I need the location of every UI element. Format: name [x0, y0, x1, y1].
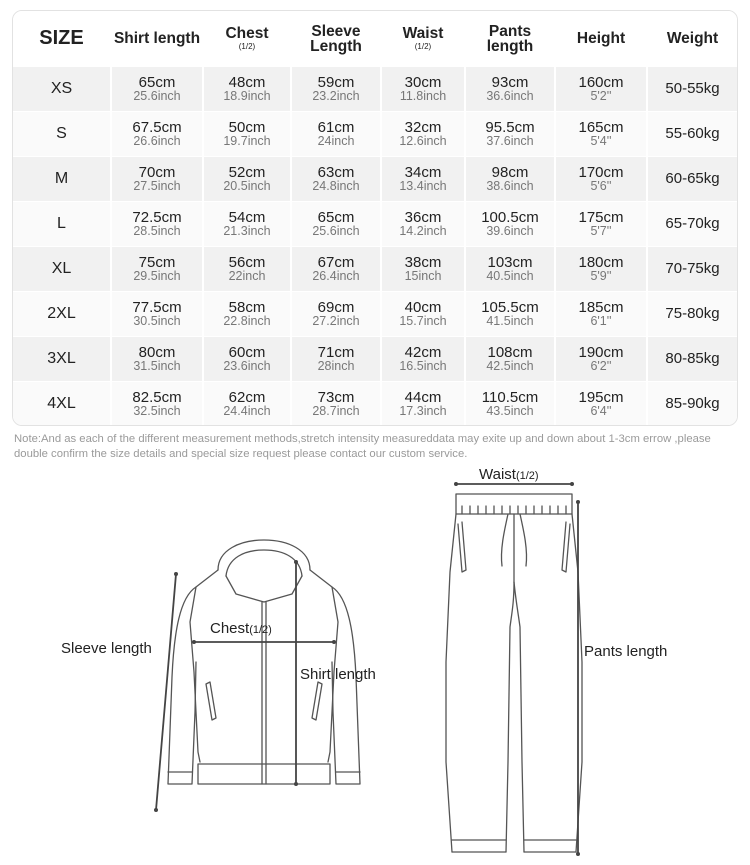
pants-imperial-value: 42.5inch — [486, 359, 534, 373]
size-cell — [13, 382, 111, 427]
table-row — [13, 292, 737, 337]
shirt-cell — [111, 202, 203, 247]
height-imperial-value: 6'1'' — [590, 314, 612, 328]
size-label: 4XL — [47, 395, 76, 412]
pants-drawing — [446, 494, 582, 852]
table-header-row — [13, 11, 737, 67]
sleeve-length-label: Sleeve length — [61, 640, 152, 657]
pants-length-label: Pants length — [584, 643, 668, 660]
pants-cell — [465, 337, 555, 382]
table-row — [13, 202, 737, 247]
height-cm-value: 180cm — [578, 254, 624, 271]
chest-cm-value: 58cm — [228, 299, 266, 316]
sleeve-imperial-value: 24.8inch — [312, 179, 360, 193]
sleeve-cm-value: 73cm — [317, 389, 355, 406]
pants-imperial-value: 43.5inch — [486, 404, 534, 418]
chest-imperial-value: 21.3inch — [223, 224, 271, 238]
size-label: M — [54, 170, 69, 187]
column-header-label: Sleeve Length — [310, 22, 362, 55]
waist-cell — [381, 157, 465, 202]
waist-cm-value: 34cm — [404, 164, 442, 181]
sleeve-imperial-value: 24inch — [317, 134, 355, 148]
table-row — [13, 247, 737, 292]
weight-cell — [647, 202, 737, 247]
column-header-label: Waist — [402, 25, 444, 42]
pants-imperial-value: 38.6inch — [486, 179, 534, 193]
sleeve-imperial-value: 28.7inch — [312, 404, 360, 418]
size-chart-card — [12, 10, 738, 426]
size-label: XL — [51, 260, 72, 277]
shirt-cm-value: 80cm — [138, 344, 176, 361]
pants-imperial-value: 36.6inch — [486, 89, 534, 103]
height-imperial-value: 6'4'' — [590, 404, 612, 418]
height-cell — [555, 67, 647, 112]
weight-cell — [647, 112, 737, 157]
pants-cm-value: 105.5cm — [481, 299, 539, 316]
garment-illustration — [0, 462, 750, 865]
height-imperial-value: 5'6'' — [590, 179, 612, 193]
waist-cell — [381, 112, 465, 157]
waist-label-text: Waist — [479, 466, 516, 483]
chest-cell — [203, 337, 291, 382]
sleeve-cm-value: 63cm — [317, 164, 355, 181]
chest-cm-value: 62cm — [228, 389, 266, 406]
chest-cm-value: 48cm — [228, 74, 266, 91]
waist-cm-value: 38cm — [404, 254, 442, 271]
height-imperial-value: 5'9'' — [590, 269, 612, 283]
sleeve-cell — [291, 202, 381, 247]
chest-cell — [203, 157, 291, 202]
shirt-imperial-value: 29.5inch — [133, 269, 181, 283]
shirt-cm-value: 75cm — [138, 254, 176, 271]
sleeve-cell — [291, 337, 381, 382]
pants-imperial-value: 41.5inch — [486, 314, 534, 328]
weight-cell — [647, 247, 737, 292]
chest-cell — [203, 67, 291, 112]
chest-cm-value: 56cm — [228, 254, 266, 271]
waist-cm-value: 40cm — [404, 299, 442, 316]
sleeve-imperial-value: 25.6inch — [312, 224, 360, 238]
waist-cell — [381, 382, 465, 427]
height-imperial-value: 5'2'' — [590, 89, 612, 103]
waist-cell — [381, 337, 465, 382]
weight-cell — [647, 337, 737, 382]
weight-value: 85-90kg — [665, 395, 720, 412]
pants-imperial-value: 39.6inch — [486, 224, 534, 238]
sleeve-cell — [291, 112, 381, 157]
chest-imperial-value: 22inch — [228, 269, 266, 283]
sleeve-imperial-value: 23.2inch — [312, 89, 360, 103]
shirt-cm-value: 72.5cm — [132, 209, 182, 226]
table-row — [13, 157, 737, 202]
column-header — [647, 11, 737, 67]
shirt-cell — [111, 112, 203, 157]
sleeve-cm-value: 71cm — [317, 344, 355, 361]
shirt-cm-value: 65cm — [138, 74, 176, 91]
shirt-imperial-value: 27.5inch — [133, 179, 181, 193]
shirt-imperial-value: 30.5inch — [133, 314, 181, 328]
size-cell — [13, 337, 111, 382]
sleeve-cm-value: 65cm — [317, 209, 355, 226]
table-row — [13, 112, 737, 157]
column-header-label: Height — [576, 30, 626, 47]
chest-label — [210, 620, 272, 637]
pants-cm-value: 93cm — [491, 74, 529, 91]
chest-label-sub: (1/2) — [249, 624, 272, 636]
weight-value: 75-80kg — [665, 305, 720, 322]
pants-cm-value: 108cm — [487, 344, 533, 361]
height-imperial-value: 6'2'' — [590, 359, 612, 373]
shirt-length-label: Shirt length — [300, 666, 376, 683]
jacket-drawing — [168, 540, 360, 784]
pants-cell — [465, 382, 555, 427]
pants-cell — [465, 292, 555, 337]
column-header — [203, 11, 291, 67]
waist-cell — [381, 292, 465, 337]
shirt-cell — [111, 247, 203, 292]
sleeve-imperial-value: 27.2inch — [312, 314, 360, 328]
column-header — [291, 11, 381, 67]
size-cell — [13, 292, 111, 337]
height-cell — [555, 382, 647, 427]
waist-label — [479, 466, 539, 483]
column-header-label: SIZE — [39, 27, 84, 49]
sleeve-cm-value: 67cm — [317, 254, 355, 271]
height-cm-value: 185cm — [578, 299, 624, 316]
waist-imperial-value: 16.5inch — [399, 359, 447, 373]
shirt-imperial-value: 31.5inch — [133, 359, 181, 373]
height-cm-value: 190cm — [578, 344, 624, 361]
column-header-sub: (1/2) — [238, 42, 256, 51]
weight-value: 60-65kg — [665, 170, 720, 187]
sleeve-cell — [291, 157, 381, 202]
size-cell — [13, 247, 111, 292]
sleeve-cell — [291, 292, 381, 337]
pants-cell — [465, 67, 555, 112]
size-cell — [13, 202, 111, 247]
shirt-imperial-value: 26.6inch — [133, 134, 181, 148]
waist-cm-value: 36cm — [404, 209, 442, 226]
column-header-label: Pants length — [486, 22, 534, 55]
chest-imperial-value: 23.6inch — [223, 359, 271, 373]
waist-imperial-value: 13.4inch — [399, 179, 447, 193]
shirt-imperial-value: 28.5inch — [133, 224, 181, 238]
height-cell — [555, 202, 647, 247]
size-label: S — [56, 125, 67, 142]
jacket-measure-ticks — [154, 560, 336, 812]
column-header-sub: (1/2) — [414, 42, 432, 51]
chest-cell — [203, 202, 291, 247]
sleeve-cm-value: 69cm — [317, 299, 355, 316]
sleeve-imperial-value: 28inch — [317, 359, 355, 373]
column-header — [381, 11, 465, 67]
measurement-note: Note:And as each of the different measurement methods,stretch intensity measureddata may exite up and down about 1-3cm errow ,please double confirm the size details and special size request please contact our custom service. — [14, 433, 711, 460]
size-label: L — [57, 215, 66, 232]
column-header — [13, 11, 111, 67]
pants-cell — [465, 157, 555, 202]
chest-cm-value: 60cm — [228, 344, 266, 361]
size-label: 2XL — [47, 305, 76, 322]
table-row — [13, 382, 737, 427]
waist-label-sub: (1/2) — [515, 470, 539, 482]
pants-cm-value: 95.5cm — [485, 119, 535, 136]
pants-measure-ticks — [454, 482, 580, 856]
height-cm-value: 165cm — [578, 119, 624, 136]
sleeve-cell — [291, 67, 381, 112]
chest-label-text: Chest — [210, 620, 250, 637]
waist-cell — [381, 202, 465, 247]
size-cell — [13, 67, 111, 112]
pants-cm-value: 98cm — [491, 164, 529, 181]
shirt-cm-value: 77.5cm — [132, 299, 182, 316]
waist-cm-value: 32cm — [404, 119, 442, 136]
column-header — [555, 11, 647, 67]
size-chart-table — [13, 11, 737, 426]
height-cell — [555, 292, 647, 337]
shirt-cell — [111, 382, 203, 427]
shirt-imperial-value: 32.5inch — [133, 404, 181, 418]
height-cell — [555, 337, 647, 382]
shirt-cell — [111, 157, 203, 202]
weight-value: 65-70kg — [665, 215, 720, 232]
pants-cm-value: 110.5cm — [481, 389, 539, 406]
column-header-label: Weight — [666, 30, 719, 47]
size-label: 3XL — [47, 350, 76, 367]
weight-cell — [647, 157, 737, 202]
chest-cell — [203, 112, 291, 157]
pants-cell — [465, 112, 555, 157]
weight-value: 50-55kg — [665, 80, 720, 97]
height-cm-value: 195cm — [578, 389, 624, 406]
jacket-measure-lines — [156, 562, 334, 810]
weight-value: 70-75kg — [665, 260, 720, 277]
size-cell — [13, 157, 111, 202]
sleeve-cm-value: 61cm — [317, 119, 355, 136]
pants-cell — [465, 202, 555, 247]
column-header-label: Chest — [225, 25, 269, 42]
chest-cell — [203, 292, 291, 337]
waist-imperial-value: 12.6inch — [399, 134, 447, 148]
size-label: XS — [50, 80, 73, 97]
height-imperial-value: 5'4'' — [590, 134, 612, 148]
pants-cm-value: 103cm — [487, 254, 533, 271]
shirt-cm-value: 82.5cm — [132, 389, 182, 406]
pants-measure-lines — [456, 484, 578, 854]
pants-cm-value: 100.5cm — [481, 209, 539, 226]
sleeve-cm-value: 59cm — [317, 74, 355, 91]
waist-cell — [381, 67, 465, 112]
shirt-cell — [111, 337, 203, 382]
chest-imperial-value: 19.7inch — [223, 134, 271, 148]
column-header — [465, 11, 555, 67]
waist-cm-value: 44cm — [404, 389, 442, 406]
waist-imperial-value: 15.7inch — [399, 314, 447, 328]
column-header — [111, 11, 203, 67]
height-cm-value: 160cm — [578, 74, 624, 91]
height-cell — [555, 157, 647, 202]
height-cell — [555, 112, 647, 157]
shirt-cell — [111, 67, 203, 112]
waist-imperial-value: 11.8inch — [399, 89, 447, 103]
weight-cell — [647, 292, 737, 337]
shirt-cm-value: 70cm — [138, 164, 176, 181]
pants-imperial-value: 37.6inch — [486, 134, 534, 148]
size-cell — [13, 112, 111, 157]
weight-value: 80-85kg — [665, 350, 720, 367]
chest-imperial-value: 20.5inch — [223, 179, 271, 193]
waist-cm-value: 30cm — [404, 74, 442, 91]
sleeve-imperial-value: 26.4inch — [312, 269, 360, 283]
waist-imperial-value: 14.2inch — [399, 224, 447, 238]
table-body — [13, 67, 737, 427]
table-row — [13, 337, 737, 382]
sleeve-cell — [291, 247, 381, 292]
height-imperial-value: 5'7'' — [590, 224, 612, 238]
pants-cell — [465, 247, 555, 292]
waist-imperial-value: 15inch — [404, 269, 442, 283]
chest-cell — [203, 247, 291, 292]
weight-cell — [647, 67, 737, 112]
height-cell — [555, 247, 647, 292]
column-header-label: Shirt length — [113, 30, 201, 47]
table-row — [13, 67, 737, 112]
chest-cell — [203, 382, 291, 427]
waist-cm-value: 42cm — [404, 344, 442, 361]
weight-cell — [647, 382, 737, 427]
weight-value: 55-60kg — [665, 125, 720, 142]
waist-imperial-value: 17.3inch — [399, 404, 447, 418]
height-cm-value: 175cm — [578, 209, 624, 226]
chest-imperial-value: 22.8inch — [223, 314, 271, 328]
shirt-cell — [111, 292, 203, 337]
pants-imperial-value: 40.5inch — [486, 269, 534, 283]
chest-cm-value: 50cm — [228, 119, 266, 136]
height-cm-value: 170cm — [578, 164, 624, 181]
shirt-cm-value: 67.5cm — [132, 119, 182, 136]
chest-cm-value: 54cm — [228, 209, 266, 226]
chest-imperial-value: 18.9inch — [223, 89, 271, 103]
sleeve-cell — [291, 382, 381, 427]
waist-cell — [381, 247, 465, 292]
chest-imperial-value: 24.4inch — [223, 404, 271, 418]
garment-diagram — [0, 462, 750, 865]
shirt-imperial-value: 25.6inch — [133, 89, 181, 103]
chest-cm-value: 52cm — [228, 164, 266, 181]
